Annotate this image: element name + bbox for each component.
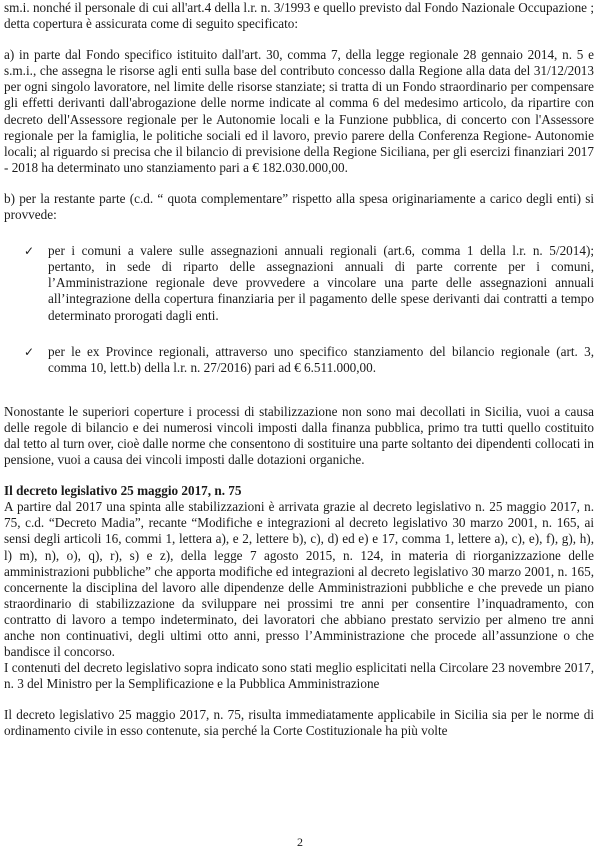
paragraph-b: b) per la restante parte (c.d. “ quota complementare” rispetto alla spesa originariamente a carico degli enti) si provvede: [4, 190, 594, 223]
paragraph-intro: sm.i. nonché il personale di cui all'art.4 della l.r. n. 3/1993 e quello previsto dal Fondo Nazionale Occupazione ; detta copertura è assicurata come di seguito specificato: [4, 0, 594, 32]
paragraph-applicabile: Il decreto legislativo 25 maggio 2017, n. 75, risulta immediatamente applicabile in Sicilia sia per le norme di ordinamento civile in esso contenute, sia perché la Corte Costituzionale ha più volte [4, 707, 594, 739]
bullet-province-text: per le ex Province regionali, attraverso uno specifico stanziamento del bilancio regionale (art. 3, comma 10, lett.b) della l.r. n. 27/2016) pari ad € 6.511.000,00. [48, 343, 594, 375]
paragraph-a: a) in parte dal Fondo specifico istituito dall'art. 30, comma 7, della legge regionale 28 gennaio 2014, n. 5 e s.m.i., che assegna le risorse agli enti sulla base del contributo concesso dalla Regione alla data del 31/12/2013 per ogni singolo lavoratore, nel limite delle risorse stanziate; si tratta di un Fondo straordinario per compensare gli effetti derivanti dall'abrogazione delle norme indicate al comma 6 del medesimo articolo, da ripartire con decreto dell'Assessore regionale per le Autonomie locali e la Funzione pubblica, di concerto con l'Assessore regionale per la famiglia, le politiche sociali ed il lavoro, previo parere della Conferenza Regione- Autonomie locali; al riguardo si precisa che il bilancio di previsione della Regione Siciliana, per gli esercizi finanziari 2017 - 2018 ha determinato uno stanziamento pari a € 182.030.000,00. [4, 47, 594, 175]
document-page [4, 0, 594, 740]
paragraph-decreto: A partire dal 2017 una spinta alle stabilizzazioni è arrivata grazie al decreto legislativo n. 25 maggio 2017, n. 75, c.d. “Decreto Madia”, recante “Modifiche e integrazioni al decreto legislativo 30 marzo 2001, n. 165, ai sensi degli articoli 16, commi 1, lettera a), e 2, lettere b), c), d) ed e) e 17, comma 1, lettere a), c), e), f), g), h), l) m), n), o), q), r), s) e z), della legge 7 agosto 2015, n. 124, in materia di riorganizzazione delle amministrazioni pubbliche” che apporta modifiche ed integrazioni al decreto legislativo 30 marzo 2001, n. 165, concernente la disciplina del lavoro alle dipendenze delle Amministrazioni pubbliche e che prevede un piano straordinario di stabilizzazione da sviluppare nei prossimi tre anni per consentire l’inquadramento, con contratto di lavoro a tempo indeterminato, dei lavoratori che abbiano prestato servizio per almeno tre anni anche non continuativi, degli ultimi otto anni, presso l’Amministrazione che procede all’assunzione o che bandisce il concorso. [4, 499, 594, 660]
paragraph-circolare: I contenuti del decreto legislativo sopra indicato sono stati meglio esplicitati nella Circolare 23 novembre 2017, n. 3 del Ministro per la Semplificazione e la Pubblica Amministrazione [4, 660, 594, 692]
page-number: 2 [297, 835, 303, 849]
paragraph-nonostante: Nonostante le superiori coperture i processi di stabilizzazione non sono mai decollati in Sicilia, vuoi a causa delle regole di bilancio e dei numerosi vincoli imposti dalla finanza pubblica, primo tra tutti quello costituito dal tetto al turn over, cioè dalle norme che consentono di sostituire una parte soltanto dei dipendenti collocati in pensione, vuoi a causa dei vincoli imposti dalle dotazioni organiche. [4, 403, 594, 468]
bullet-comuni-text: per i comuni a valere sulle assegnazioni annuali regionali (art.6, comma 1 della l.r. n. 5/2014); pertanto, in sede di riparto delle assegnazioni annuali di parte corrente per i comuni, l’Amministrazione regionale deve provvedere a vincolare una parte delle assegnazioni annuali all’integrazione della copertura finanziaria per il pagamento delle spese derivanti dai contratti a tempo determinato prorogati dagli enti. [48, 243, 594, 323]
section-heading: Il decreto legislativo 25 maggio 2017, n. 75 [4, 483, 242, 499]
bullet-comuni [24, 243, 594, 323]
bullet-province [24, 344, 594, 376]
checkmark-icon: ✓ [24, 244, 35, 259]
checkmark-icon: ✓ [24, 344, 35, 359]
